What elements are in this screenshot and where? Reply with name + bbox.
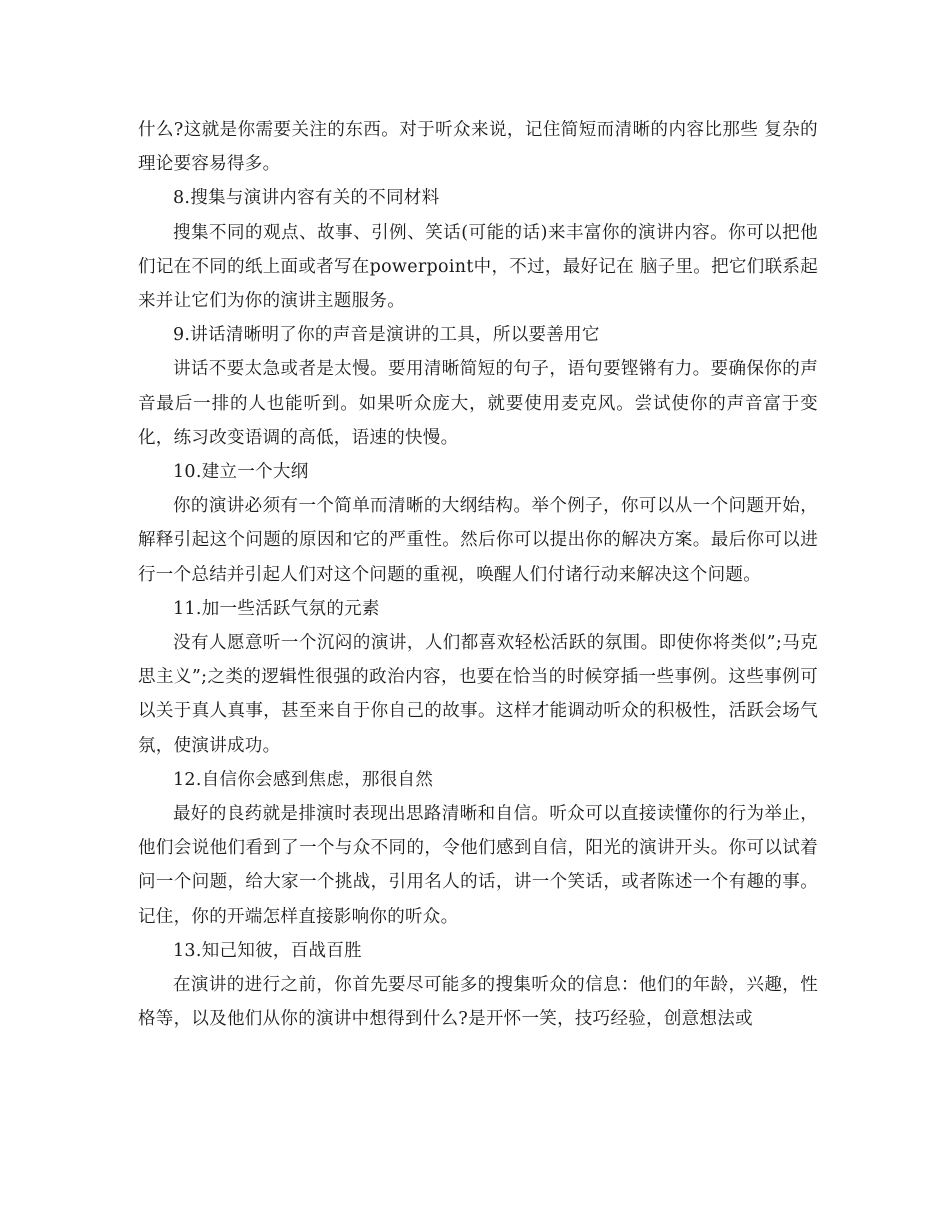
section-heading-8: 8.搜集与演讲内容有关的不同材料 — [173, 188, 440, 209]
paragraph-section-12: 最好的良药就是排演时表现出思路清晰和自信。听众可以直接读懂你的行为举止，他们会说他们看到了一个与众不同的，令他们感到自信，阳光的演讲开头。你可以试着问一个问题，给大家一个挑战，引用名人的话，讲一个笑话，或者陈述一个有趣的事。记住，你的开端怎样直接影响你的听众。 — [138, 804, 818, 927]
paragraph-section-8: 搜集不同的观点、故事、引例、笑话(可能的话)来丰富你的演讲内容。你可以把他们记在不同的纸上面或者写在powerpoint中，不过，最好记在 脑子里。把它们联系起来并让它们为你的演讲主题服务。 — [138, 222, 818, 312]
paragraph-section-11: 没有人愿意听一个沉闷的演讲，人们都喜欢轻松活跃的氛围。即使你将类似”;马克思主义”;之类的逻辑性很强的政治内容，也要在恰当的时候穿插一些事例。这些事例可以关于真人真事，甚至来自于你自己的故事。这样才能调动听众的积极性，活跃会场气氛，使演讲成功。 — [138, 633, 818, 756]
section-heading-13: 13.知己知彼，百战百胜 — [173, 940, 362, 961]
paragraph-section-9: 讲话不要太急或者是太慢。要用清晰简短的句子，语句要铿锵有力。要确保你的声音最后一排的人也能听到。如果听众庞大，就要使用麦克风。尝试使你的声音富于变化，练习改变语调的高低，语速的快慢。 — [138, 359, 818, 448]
section-heading-10: 10.建立一个大纲 — [173, 462, 309, 483]
section-heading-11: 11.加一些活跃气氛的元素 — [173, 598, 380, 619]
paragraph-continuation: 什么?这就是你需要关注的东西。对于听众来说，记住简短而清晰的内容比那些 复杂的理论要容易得多。 — [138, 120, 818, 175]
paragraph-section-13: 在演讲的进行之前，你首先要尽可能多的搜集听众的信息：他们的年龄，兴趣，性格等，以及他们从你的演讲中想得到什么?是开怀一笑，技巧经验，创意想法或 — [138, 975, 818, 1030]
paragraph-section-10: 你的演讲必须有一个简单而清晰的大纲结构。举个例子，你可以从一个问题开始，解释引起这个问题的原因和它的严重性。然后你可以提出你的解决方案。最后你可以进行一个总结并引起人们对这个问题的重视，唤醒人们付诸行动来解决这个问题。 — [138, 496, 818, 585]
section-heading-12: 12.自信你会感到焦虑，那很自然 — [173, 769, 434, 790]
section-heading-9: 9.讲话清晰明了你的声音是演讲的工具，所以要善用它 — [173, 325, 600, 346]
document-body — [138, 113, 818, 1036]
